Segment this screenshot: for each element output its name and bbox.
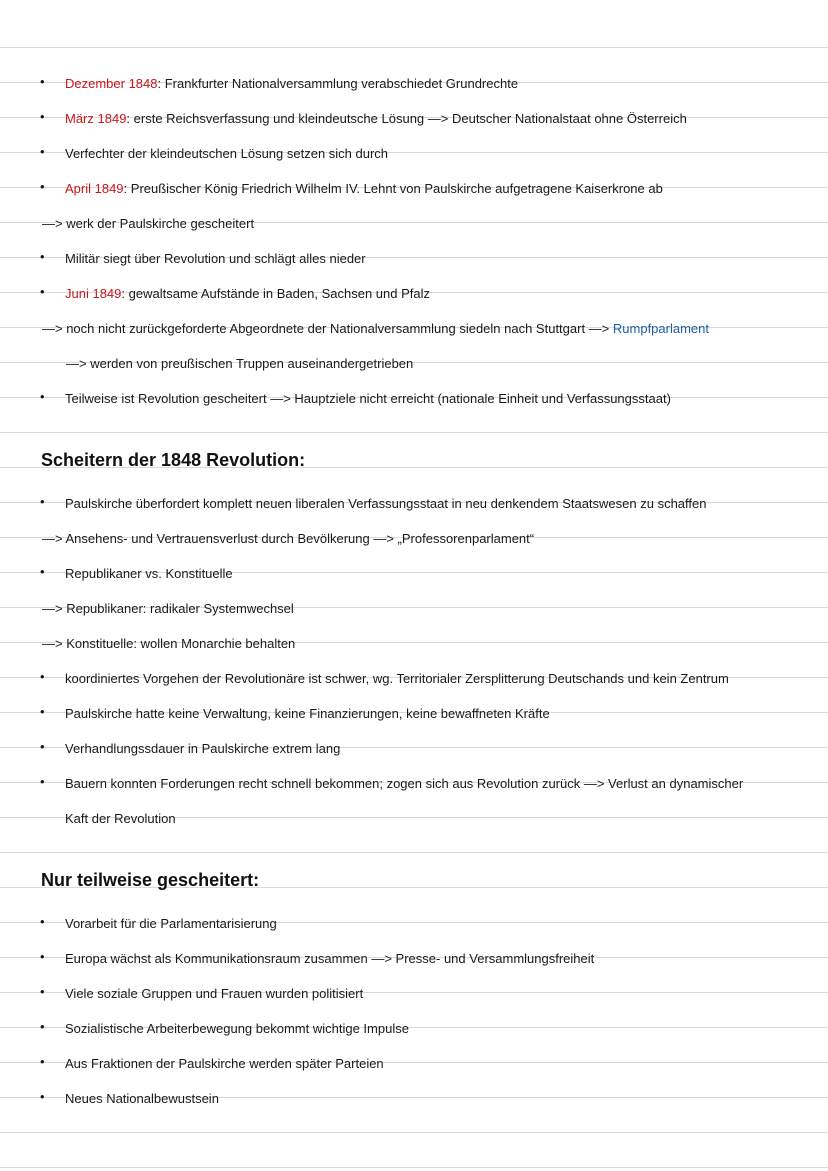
bullet-icon: • bbox=[40, 1019, 45, 1034]
bullet-icon: • bbox=[40, 1089, 45, 1104]
item-text: Europa wächst als Kommunikationsraum zusammen —> Presse- und Versammlungsfreiheit bbox=[65, 951, 595, 966]
item-text: Sozialistische Arbeiterbewegung bekommt wichtige Impulse bbox=[65, 1021, 409, 1036]
list-item bbox=[0, 977, 828, 1012]
section-heading: Scheitern der 1848 Revolution: bbox=[41, 450, 306, 470]
arrow-line bbox=[0, 627, 828, 662]
list-item bbox=[0, 557, 828, 592]
item-text: Vorarbeit für die Parlamentarisierung bbox=[65, 916, 277, 931]
bullet-icon: • bbox=[40, 389, 45, 404]
item-text: Aus Fraktionen der Paulskirche werden später Parteien bbox=[65, 1056, 384, 1071]
list-item bbox=[0, 662, 828, 697]
list-item bbox=[0, 67, 828, 102]
bullet-icon: • bbox=[40, 914, 45, 929]
list-item bbox=[0, 767, 828, 802]
item-text: : erste Reichsverfassung und kleindeutsche Lösung —> Deutscher Nationalstaat ohne Österreich bbox=[126, 111, 687, 126]
item-text: —> noch nicht zurückgeforderte Abgeordnete der Nationalversammlung siedeln nach Stuttgart —> bbox=[42, 321, 613, 336]
list-item bbox=[0, 907, 828, 942]
arrow-line bbox=[0, 207, 828, 242]
item-text: Paulskirche überfordert komplett neuen liberalen Verfassungsstaat in neu denkendem Staatswesen zu schaffen bbox=[65, 496, 707, 511]
section-heading: Nur teilweise gescheitert: bbox=[41, 870, 260, 890]
item-text: —> Republikaner: radikaler Systemwechsel bbox=[42, 601, 294, 616]
bullet-icon: • bbox=[40, 1054, 45, 1069]
bullet-icon: • bbox=[40, 949, 45, 964]
date-label: März 1849 bbox=[65, 111, 127, 126]
list-item bbox=[0, 242, 828, 277]
bullet-icon: • bbox=[40, 284, 45, 299]
list-item bbox=[0, 1047, 828, 1082]
item-text: Militär siegt über Revolution und schlägt alles nieder bbox=[65, 251, 366, 266]
list-item bbox=[0, 487, 828, 522]
bullet-icon: • bbox=[40, 144, 45, 159]
item-text: —> werden von preußischen Truppen auseinandergetrieben bbox=[66, 356, 414, 371]
list-item bbox=[0, 1012, 828, 1047]
item-text: : gewaltsame Aufstände in Baden, Sachsen und Pfalz bbox=[121, 286, 430, 301]
bullet-icon: • bbox=[40, 109, 45, 124]
item-text: Paulskirche hatte keine Verwaltung, keine Finanzierungen, keine bewaffneten Kräfte bbox=[65, 706, 550, 721]
bullet-icon: • bbox=[40, 984, 45, 999]
list-item bbox=[0, 942, 828, 977]
arrow-line bbox=[0, 347, 828, 382]
bullet-icon: • bbox=[40, 704, 45, 719]
date-label: Juni 1849 bbox=[65, 286, 122, 301]
item-text: Viele soziale Gruppen und Frauen wurden politisiert bbox=[65, 986, 364, 1001]
bullet-icon: • bbox=[40, 74, 45, 89]
bullet-icon: • bbox=[40, 179, 45, 194]
bullet-icon: • bbox=[40, 249, 45, 264]
date-label: Dezember 1848 bbox=[65, 76, 158, 91]
bullet-icon: • bbox=[40, 494, 45, 509]
item-text: Bauern konnten Forderungen recht schnell bekommen; zogen sich aus Revolution zurück —> Verlust an dynamischer bbox=[65, 776, 744, 791]
bullet-icon: • bbox=[40, 669, 45, 684]
item-text: Republikaner vs. Konstituelle bbox=[65, 566, 233, 581]
list-item bbox=[0, 277, 828, 312]
item-text: koordiniertes Vorgehen der Revolutionäre ist schwer, wg. Territorialer Zersplitterung Deutschands und kein Zentrum bbox=[65, 671, 729, 686]
list-item bbox=[0, 137, 828, 172]
list-item bbox=[0, 1082, 828, 1117]
item-text: : Preußischer König Friedrich Wilhelm IV. Lehnt von Paulskirche aufgetragene Kaiserkrone ab bbox=[123, 181, 663, 196]
item-text: Verhandlungssdauer in Paulskirche extrem lang bbox=[65, 741, 341, 756]
bullet-icon: • bbox=[40, 774, 45, 789]
bullet-icon: • bbox=[40, 739, 45, 754]
term-highlight: Rumpfparlament bbox=[612, 321, 709, 336]
bullet-icon: • bbox=[40, 564, 45, 579]
continuation-line bbox=[0, 802, 828, 837]
item-text: —> werk der Paulskirche gescheitert bbox=[42, 216, 255, 231]
item-text: —> Konstituelle: wollen Monarchie behalten bbox=[42, 636, 296, 651]
arrow-line bbox=[0, 592, 828, 627]
list-item bbox=[0, 732, 828, 767]
item-text: Neues Nationalbewustsein bbox=[65, 1091, 219, 1106]
arrow-line bbox=[0, 312, 828, 347]
item-text: —> Ansehens- und Vertrauensverlust durch Bevölkerung —> „Professorenparlament“ bbox=[42, 531, 535, 546]
list-item bbox=[0, 172, 828, 207]
item-text: Verfechter der kleindeutschen Lösung setzen sich durch bbox=[65, 146, 389, 161]
list-item bbox=[0, 697, 828, 732]
list-item bbox=[0, 102, 828, 137]
item-text: Teilweise ist Revolution gescheitert —> Hauptziele nicht erreicht (nationale Einheit und Verfassungsstaat) bbox=[65, 391, 671, 406]
date-label: April 1849 bbox=[65, 181, 124, 196]
arrow-line bbox=[0, 522, 828, 557]
item-text: Kaft der Revolution bbox=[65, 811, 176, 826]
item-text: : Frankfurter Nationalversammlung verabschiedet Grundrechte bbox=[157, 76, 519, 91]
list-item bbox=[0, 382, 828, 417]
